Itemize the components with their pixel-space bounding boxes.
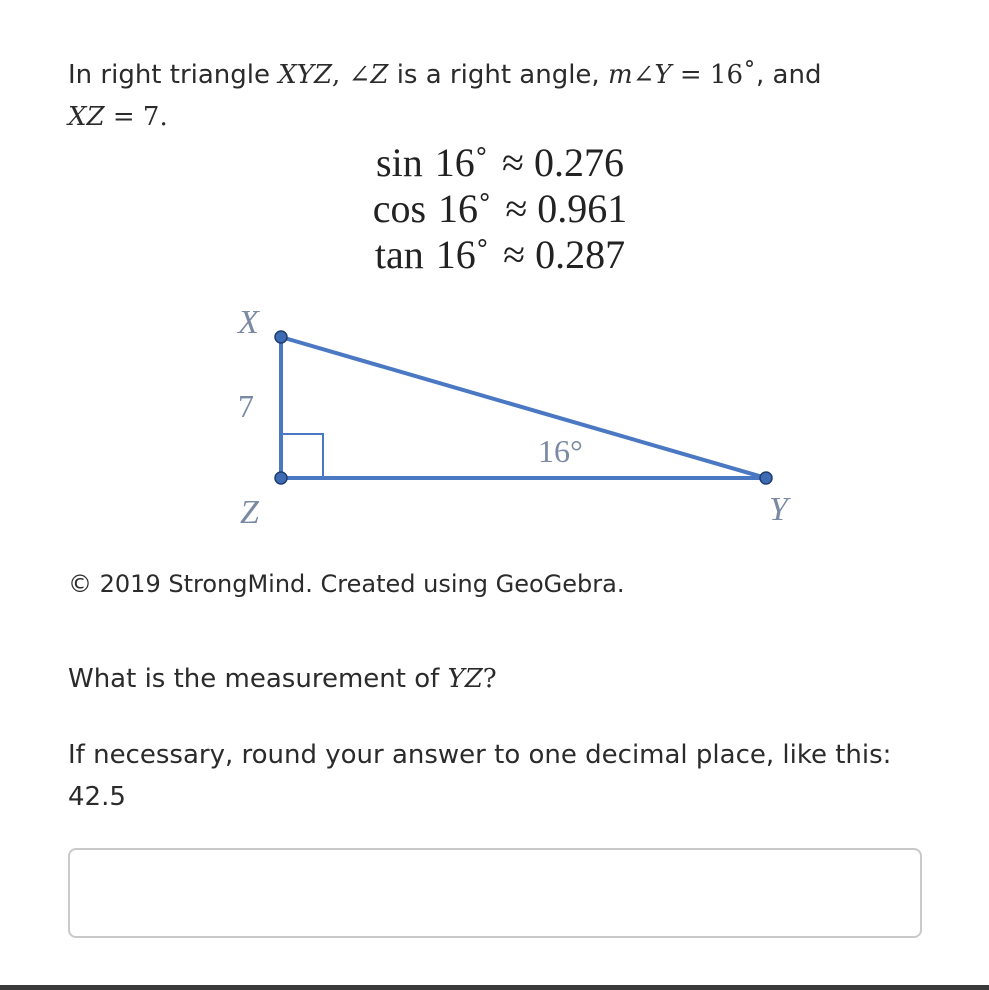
right-angle-text: is a right angle, bbox=[388, 60, 608, 90]
trig-fn: cos bbox=[372, 186, 427, 231]
approx-symbol: ≈ bbox=[502, 140, 524, 185]
trig-angle: 16˚ bbox=[435, 232, 490, 277]
side-xz-name: XZ bbox=[68, 102, 105, 132]
bottom-divider bbox=[0, 985, 989, 990]
angle-symbol-2: ∠ bbox=[632, 60, 655, 90]
copyright-credit: © 2019 StrongMind. Created using GeoGebra. bbox=[68, 570, 625, 598]
problem-statement bbox=[68, 54, 928, 138]
trig-value: 0.961 bbox=[537, 186, 628, 231]
triangle-figure bbox=[220, 295, 820, 535]
trig-angle: 16˚ bbox=[434, 140, 489, 185]
side-xz-value: 7 bbox=[142, 102, 160, 132]
vertex-x-point bbox=[275, 331, 287, 343]
question-suffix: ? bbox=[482, 664, 497, 694]
triangle-name: XYZ bbox=[278, 60, 333, 90]
instruction-line: If necessary, round your answer to one decimal place, like this: bbox=[68, 740, 892, 770]
approx-symbol: ≈ bbox=[503, 232, 526, 277]
question-segment: YZ bbox=[447, 664, 483, 694]
comma: , bbox=[332, 60, 349, 90]
vertex-y-point bbox=[760, 472, 772, 484]
question-text bbox=[68, 664, 497, 694]
trig-fn: tan bbox=[374, 232, 424, 277]
label-y: Y bbox=[769, 491, 788, 528]
question-prefix: What is the measurement of bbox=[68, 664, 448, 694]
and-text: , and bbox=[756, 60, 822, 90]
trig-value: 0.276 bbox=[533, 140, 624, 185]
approx-symbol: ≈ bbox=[505, 186, 528, 231]
angle-symbol: ∠ bbox=[348, 60, 371, 90]
trig-table bbox=[330, 140, 670, 278]
trig-value: 0.287 bbox=[535, 232, 626, 277]
period: . bbox=[159, 102, 168, 132]
rounding-instruction bbox=[68, 734, 948, 818]
label-angle-y: 16° bbox=[538, 433, 583, 469]
trig-fn: sin bbox=[376, 140, 423, 185]
problem-intro: In right triangle bbox=[68, 60, 279, 90]
label-z: Z bbox=[240, 494, 259, 531]
measure-m: m bbox=[607, 60, 633, 90]
equals-sign-2: = bbox=[104, 102, 143, 132]
triangle-diagram bbox=[220, 295, 820, 535]
label-side-xz: 7 bbox=[238, 388, 254, 424]
trig-row-sin bbox=[330, 140, 670, 186]
side-xy bbox=[281, 337, 766, 478]
trig-angle: 16˚ bbox=[438, 186, 492, 231]
angle-y-value: 16˚ bbox=[709, 60, 756, 90]
equals-sign: = bbox=[671, 60, 710, 90]
label-x: X bbox=[238, 304, 259, 341]
vertex-z-point bbox=[275, 472, 287, 484]
angle-y-vertex: Y bbox=[654, 60, 672, 90]
right-angle-marker bbox=[281, 434, 323, 478]
answer-input[interactable] bbox=[68, 848, 922, 938]
trig-row-tan bbox=[330, 232, 670, 278]
trig-row-cos bbox=[330, 186, 670, 232]
angle-z-vertex: Z bbox=[370, 60, 389, 90]
instruction-example: 42.5 bbox=[68, 782, 126, 812]
